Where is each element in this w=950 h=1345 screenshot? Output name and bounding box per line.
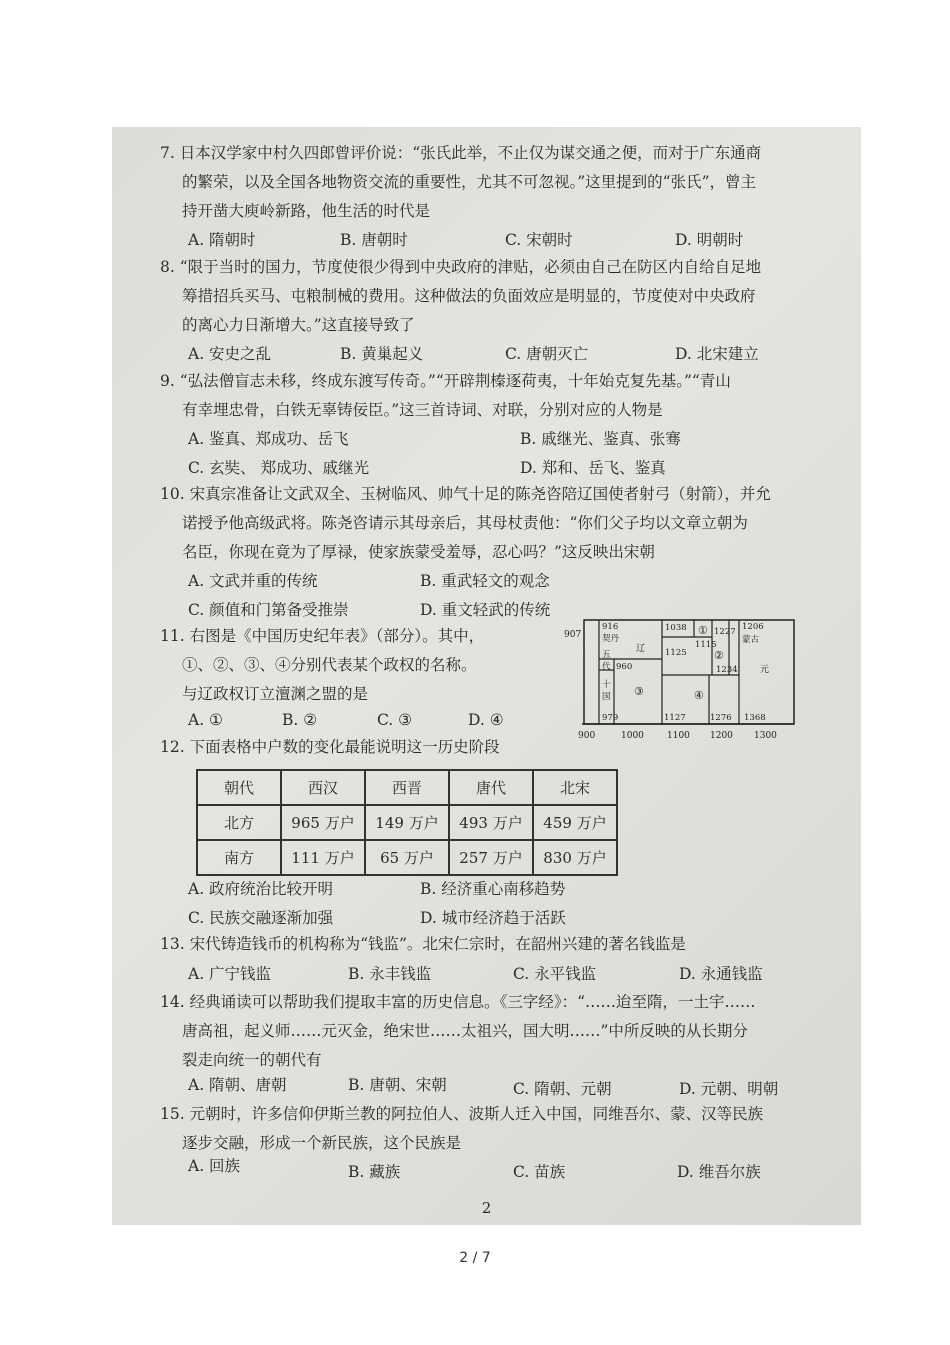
question-14 — [160, 988, 756, 1075]
year-label: 1276 — [710, 713, 732, 723]
question-line: 与辽政权订立澶渊之盟的是 — [182, 685, 369, 703]
table-cell: 830 万户 — [533, 840, 617, 875]
table-cell: 459 万户 — [533, 805, 617, 840]
regime-label: ① — [698, 624, 708, 637]
question-line: 的繁荣，以及全国各地物资交流的重要性，尤其不可忽视。”这里提到的“张氏”，曾主 — [182, 173, 757, 191]
question-12 — [160, 733, 500, 762]
table-header-cell: 朝代 — [197, 770, 281, 805]
option-b: B. 唐朝时 — [340, 231, 408, 249]
question-line: 15. 元朝时，许多信仰伊斯兰教的阿拉伯人、波斯人迁入中国，同维吾尔、蒙、汉等民族 — [160, 1105, 764, 1123]
option-b: B. 经济重心南移趋势 — [420, 880, 566, 898]
option-a: A. 安史之乱 — [188, 345, 272, 363]
question-8 — [160, 253, 761, 340]
x-tick-label: 1300 — [754, 731, 777, 741]
question-line: 筹措招兵买马、屯粮制械的费用。这种做法的负面效应是明显的，节度使对中央政府 — [182, 287, 756, 305]
year-label: 1038 — [665, 623, 687, 633]
question-7 — [160, 139, 761, 226]
year-label: 1115 — [695, 640, 717, 650]
question-13 — [160, 930, 686, 959]
table-header-cell: 西晋 — [365, 770, 449, 805]
year-label: 1368 — [744, 713, 766, 723]
question-line: 名臣，你现在竟为了厚禄，使家族蒙受羞辱，忍心吗？”这反映出宋朝 — [182, 543, 655, 561]
option-d: D. 维吾尔族 — [677, 1163, 761, 1181]
question-line: 的离心力日渐增大。”这直接导致了 — [182, 316, 415, 334]
table-header-cell: 唐代 — [449, 770, 533, 805]
table-header-row — [197, 770, 617, 805]
region-label: 元 — [760, 665, 770, 675]
question-line: 11. 右图是《中国历史纪年表》（部分）。其中， — [160, 627, 485, 645]
year-label: 960 — [616, 662, 633, 672]
question-9 — [160, 367, 731, 425]
question-line: 裂走向统一的朝代有 — [182, 1051, 322, 1069]
question-line: 10. 宋真宗准备让文武双全、玉树临风、帅气十足的陈尧咨陪辽国使者射弓（射箭），并允 — [160, 485, 771, 503]
question-line: 13. 宋代铸造钱币的机构称为“钱监”。北宋仁宗时，在韶州兴建的著名钱监是 — [160, 935, 686, 953]
question-line: 有幸埋忠骨，白铁无辜铸佞臣。”这三首诗词、对联，分别对应的人物是 — [182, 401, 663, 419]
option-a: A. 广宁钱监 — [188, 965, 272, 983]
option-b: B. 重武轻文的观念 — [420, 572, 550, 590]
question-line: 12. 下面表格中户数的变化最能说明这一历史阶段 — [160, 738, 500, 756]
table-cell: 257 万户 — [449, 840, 533, 875]
option-b: B. 黄巢起义 — [340, 345, 424, 363]
option-d: D. ④ — [468, 711, 504, 729]
option-d: D. 城市经济趋于活跃 — [420, 909, 566, 927]
year-label: 1227 — [714, 627, 736, 637]
year-label: 1234 — [716, 665, 738, 675]
year-label: 907 — [564, 630, 582, 640]
x-tick-label: 900 — [578, 731, 596, 741]
table-cell: 965 万户 — [281, 805, 365, 840]
question-11 — [160, 622, 484, 709]
region-label: 国 — [602, 692, 611, 702]
option-c: C. 永平钱监 — [513, 965, 597, 983]
table-row — [197, 805, 617, 840]
table-cell: 北方 — [197, 805, 281, 840]
question-line: 8. “限于当时的国力，节度使很少得到中央政府的津贴，必须由自己在防区内自给自足地 — [160, 258, 762, 276]
question-15 — [160, 1100, 763, 1158]
option-c: C. 苗族 — [513, 1163, 566, 1181]
question-line: 诺授予他高级武将。陈尧咨请示其母亲后，其母杖责他：“你们父子均以文章立朝为 — [182, 514, 748, 532]
option-d: D. 北宋建立 — [675, 345, 759, 363]
table-row — [197, 840, 617, 875]
option-b: B. 戚继光、鉴真、张骞 — [520, 430, 681, 448]
option-c: C. 唐朝灭亡 — [505, 345, 589, 363]
region-label: 蒙古 — [742, 635, 760, 645]
option-c: C. 隋朝、元朝 — [513, 1080, 612, 1098]
option-a: A. 隋朝时 — [188, 231, 256, 249]
region-label: 代 — [602, 662, 611, 672]
option-d: D. 永通钱监 — [679, 965, 763, 983]
question-line: 9. “弘法僧盲志未移，终成东渡写传奇。”“开辟荆榛逐荷夷，十年始克复先基。”“青山 — [160, 372, 731, 390]
year-label: 916 — [602, 622, 619, 632]
option-b: B. 藏族 — [348, 1163, 401, 1181]
option-b: B. ② — [282, 711, 318, 729]
question-line: ①、②、③、④分别代表某个政权的名称。 — [182, 656, 477, 674]
year-label: 1206 — [742, 622, 764, 632]
scanned-page — [112, 127, 861, 1225]
option-a: A. 回族 — [188, 1157, 241, 1175]
option-a: A. 政府统治比较开明 — [188, 880, 334, 898]
question-line: 7. 日本汉学家中村久四郎曾评价说：“张氏此举，不止仅为谋交通之便，而对于广东通商 — [160, 144, 762, 162]
region-label: 五 — [602, 650, 611, 660]
regime-label: ③ — [634, 685, 644, 698]
option-c: C. 民族交融逐渐加强 — [188, 909, 334, 927]
question-10 — [160, 480, 771, 567]
option-c: C. 宋朝时 — [505, 231, 573, 249]
table-cell: 493 万户 — [449, 805, 533, 840]
question-line: 逐步交融，形成一个新民族，这个民族是 — [182, 1134, 462, 1152]
option-d: D. 重文轻武的传统 — [420, 601, 551, 619]
year-label: 979 — [602, 713, 619, 723]
option-d: D. 郑和、岳飞、鉴真 — [520, 459, 666, 477]
history-timeline-figure — [564, 617, 800, 747]
region-label: 辽 — [636, 644, 646, 654]
table-header-cell: 西汉 — [281, 770, 365, 805]
table-header-cell: 北宋 — [533, 770, 617, 805]
table-cell: 149 万户 — [365, 805, 449, 840]
question-line: 持开凿大庾岭新路，他生活的时代是 — [182, 202, 431, 220]
households-table — [196, 769, 618, 876]
table-cell: 111 万户 — [281, 840, 365, 875]
table-cell: 65 万户 — [365, 840, 449, 875]
region-label: 十 — [602, 680, 611, 690]
year-label: 1127 — [664, 713, 686, 723]
option-a: A. 文武并重的传统 — [188, 572, 318, 590]
scanned-page-number: 2 — [481, 1199, 492, 1217]
x-tick-label: 1200 — [710, 731, 733, 741]
question-line: 14. 经典诵读可以帮助我们提取丰富的历史信息。《三字经》：“……迨至隋，一土宇…… — [160, 993, 756, 1011]
option-b: B. 永丰钱监 — [348, 965, 432, 983]
option-d: D. 明朝时 — [675, 231, 744, 249]
option-a: A. 隋朝、唐朝 — [188, 1076, 287, 1094]
pdf-page-indicator: 2 / 7 — [459, 1250, 491, 1266]
option-c: C. ③ — [377, 711, 413, 729]
option-a: A. 鉴真、郑成功、岳飞 — [188, 430, 349, 448]
x-tick-label: 1000 — [621, 731, 644, 741]
year-label: 1125 — [665, 648, 687, 658]
table-cell: 南方 — [197, 840, 281, 875]
option-c: C. 玄奘、 郑成功、戚继光 — [188, 459, 370, 477]
option-c: C. 颜值和门第备受推崇 — [188, 601, 349, 619]
question-line: 唐高祖，起义师……元灭金，绝宋世……太祖兴，国大明……”中所反映的从长期分 — [182, 1022, 748, 1040]
option-a: A. ① — [188, 711, 223, 729]
regime-label: ④ — [694, 689, 704, 702]
x-tick-label: 1100 — [667, 731, 690, 741]
region-label: 契丹 — [602, 634, 620, 644]
option-b: B. 唐朝、宋朝 — [348, 1076, 447, 1094]
option-d: D. 元朝、明朝 — [679, 1080, 779, 1098]
regime-label: ② — [714, 649, 724, 662]
